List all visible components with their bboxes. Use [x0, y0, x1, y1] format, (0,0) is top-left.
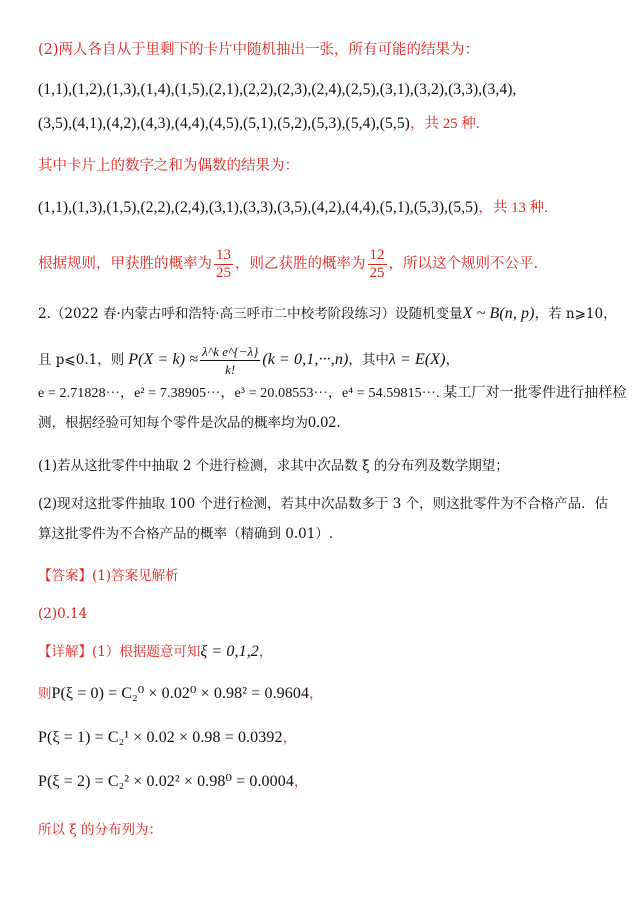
- condition-n: ，若 n⩾10，: [534, 306, 617, 322]
- conclusion-post: ，所以这个规则不公平.: [388, 256, 539, 272]
- defect-prob-post: .: [336, 415, 341, 431]
- detail-comma: ，: [258, 644, 273, 660]
- outcomes-row-1: [38, 80, 632, 100]
- prob-yi-num: 12: [369, 246, 385, 263]
- binomial-notation: X ~ B(n, p): [462, 305, 535, 322]
- poisson-approx-lhs: P(X = k) ≈: [128, 351, 199, 368]
- eq3-formula: P(ξ = 2) = C₂² × 0.02² × 0.98⁰ = 0.0004: [38, 773, 294, 790]
- question-2-line-2: [38, 340, 632, 380]
- answer-line-2: [38, 604, 632, 624]
- even-sum-outcomes: [38, 198, 632, 218]
- condition-p: 且 p⩽0.1，则: [38, 352, 125, 368]
- poisson-num: λ^k e^{−λ}: [202, 343, 259, 359]
- eq1-formula: P(ξ = 0) = C₂⁰ × 0.02⁰ × 0.98² = 0.9604: [51, 685, 310, 702]
- question-2-line-1: [38, 304, 632, 324]
- eq2-formula: P(ξ = 1) = C₂¹ × 0.02 × 0.98 = 0.0392: [38, 729, 283, 746]
- outcomes-row-2: [38, 114, 632, 134]
- lambda-post: ，: [445, 352, 460, 368]
- even-sum-statement: [38, 156, 632, 176]
- defect-prob-pre: 测，根据经验可知每个零件是次品的概率均为: [38, 415, 308, 431]
- distribution-heading-text: 所以 ξ 的分布列为：: [38, 822, 163, 838]
- sub-question-2-text-a: (2)现对这批零件抽取 100 个进行检测，若其中次品数多于 3 个，则这批零件为不合格产品．估: [38, 496, 609, 512]
- conclusion-mid: ，则乙获胜的概率为: [235, 256, 366, 272]
- even-sum-count: ，共 13 种.: [478, 200, 548, 216]
- eq1-comma: ，: [309, 686, 323, 702]
- sub-question-2-line-2: [38, 524, 632, 544]
- question-2-line-3: [38, 383, 632, 404]
- detail-eq-3: [38, 772, 632, 792]
- part2-statement: [38, 40, 632, 60]
- eq1-prefix: 则: [38, 686, 52, 702]
- sub-question-2-text-b: 算这批零件为不合格产品的概率（精确到 0.01）.: [38, 526, 334, 542]
- e-powers-text: e = 2.71828···，e² = 7.38905···，e³ = 20.08553···，e⁴ = 54.59815···. 某工厂对一批零件进行抽样检: [38, 386, 627, 401]
- rule-conclusion: [38, 242, 632, 286]
- eq3-comma: ，: [293, 774, 308, 790]
- outcomes-row-2-text: (3,5),(4,1),(4,2),(4,3),(4,4),(4,5),(5,1),(5,2),(5,3),(5,4),(5,5): [38, 115, 410, 132]
- question-2-line-4: [38, 413, 632, 433]
- poisson-den: k!: [225, 361, 236, 377]
- prob-yi-den: 25: [369, 264, 385, 281]
- detail-intro: (1）根据题意可知: [92, 644, 201, 660]
- prob-jia-num: 13: [216, 246, 231, 263]
- detail-label: 【详解】: [38, 644, 92, 660]
- answer-label: 【答案】(1)答案见解析: [38, 568, 179, 584]
- answer-part-2: (2)0.14: [38, 606, 88, 622]
- poisson-fraction: [200, 343, 260, 378]
- detail-eq-1: [38, 684, 632, 704]
- sub-question-2-line-1: [38, 494, 632, 514]
- distribution-heading: [38, 820, 632, 840]
- even-sum-list: (1,1),(1,3),(1,5),(2,2),(2,4),(3,1),(3,3),(3,5),(4,2),(4,4),(5,1),(5,3),(5,5): [38, 199, 479, 216]
- even-sum-text: 其中卡片上的数字之和为偶数的结果为：: [38, 158, 299, 174]
- detail-eq-2: [38, 728, 632, 748]
- eq2-comma: ，: [282, 730, 297, 746]
- defect-prob-value: 0.02: [308, 414, 337, 431]
- conclusion-pre: 根据规则，甲获胜的概率为: [38, 256, 212, 272]
- question-2-lead: 2.（2022 春·内蒙古呼和浩特·高三呼市二中校考阶段练习）设随机变量: [38, 306, 463, 322]
- part2-text: (2)两人各自从于里剩下的卡片中随机抽出一张，所有可能的结果为：: [38, 42, 480, 58]
- sub-question-1-text: (1)若从这批零件中抽取 2 个进行检测，求其中次品数 ξ 的分布列及数学期望；: [38, 458, 509, 474]
- answer-line-1: [38, 566, 632, 586]
- prob-jia-den: 25: [216, 264, 231, 281]
- prob-jia-fraction: [214, 247, 233, 282]
- k-range: (k = 0,1,···,n): [262, 351, 349, 368]
- sub-question-1: [38, 456, 632, 476]
- outcomes-row-1-text: (1,1),(1,2),(1,3),(1,4),(1,5),(2,1),(2,2),(2,3),(2,4),(2,5),(3,1),(3,2),(3,3),(3,4),: [38, 81, 517, 98]
- lambda-pre: ，其中: [348, 352, 389, 368]
- prob-yi-fraction: [368, 247, 387, 282]
- outcomes-count: ，共 25 种.: [409, 116, 480, 132]
- xi-values: ξ = 0,1,2: [200, 643, 259, 660]
- lambda-def: λ = E(X): [388, 351, 446, 368]
- detail-line-1: [38, 642, 632, 662]
